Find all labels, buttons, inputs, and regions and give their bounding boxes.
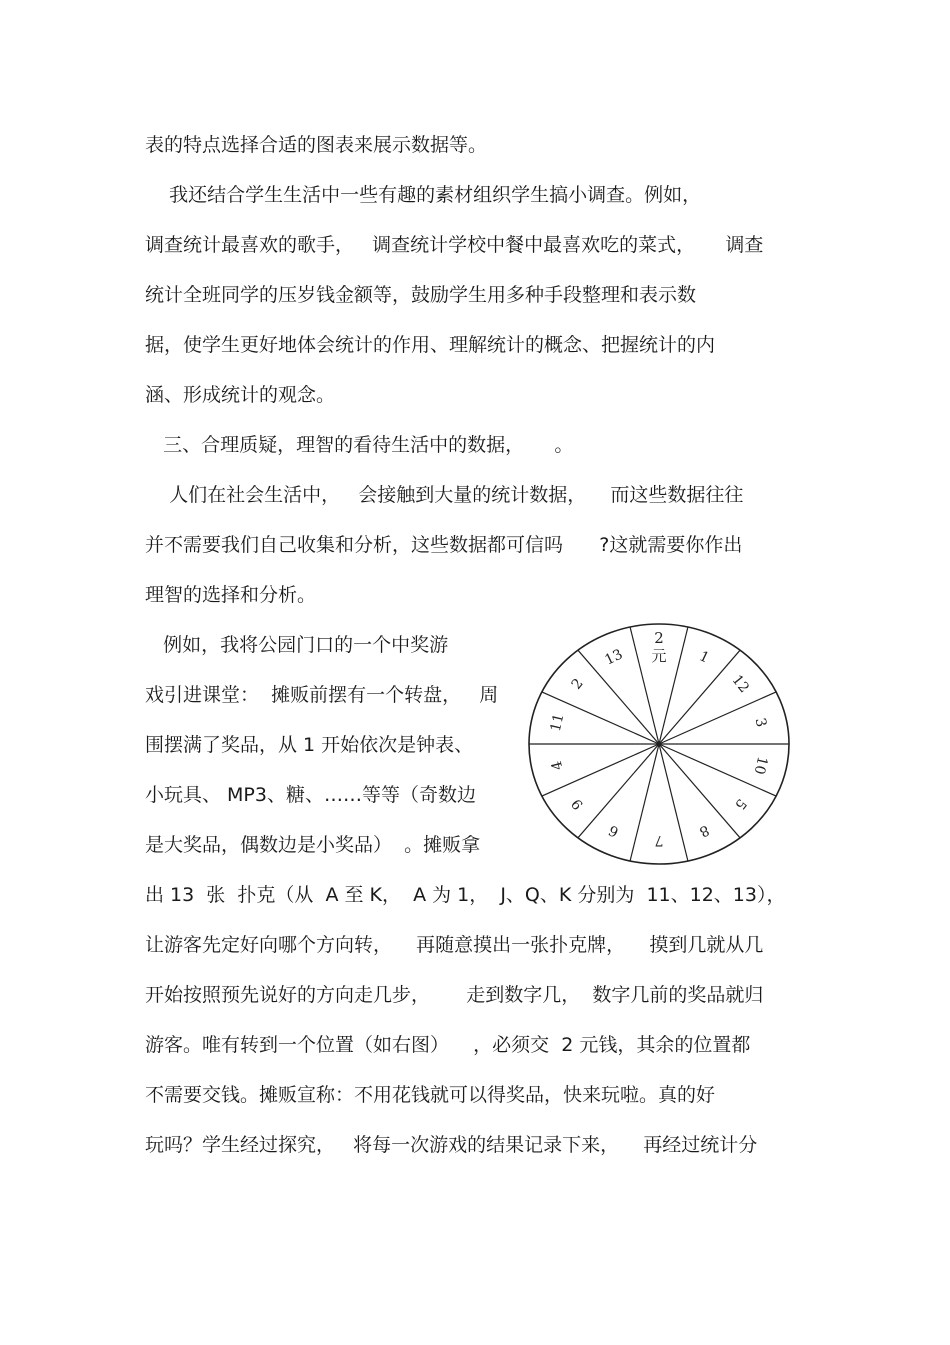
- text-line: 表的特点选择合适的图表来展示数据等。: [145, 134, 488, 156]
- text-line: 涵、形成统计的观念。: [145, 384, 336, 406]
- text-line: 据，使学生更好地体会统计的作用、理解统计的概念、把握统计的内: [145, 334, 716, 356]
- wheel-sector-label: 9: [568, 795, 587, 813]
- wheel-sector-label: 12: [728, 672, 753, 697]
- text-line: 例如，我将公园门口的一个中奖游: [145, 634, 449, 656]
- wheel-sector-label: 7: [654, 832, 664, 848]
- text-line: 让游客先定好向哪个方向转， 再随意摸出一张扑克牌， 摸到几就从几: [145, 934, 764, 956]
- text-line: 小玩具、 MP3、糖、……等等（奇数边: [145, 784, 476, 806]
- wheel-sector-label: 2: [568, 675, 587, 693]
- wheel-sector-label: 8: [696, 821, 712, 840]
- text-line: 我还结合学生生活中一些有趣的素材组织学生搞小调查。例如，: [145, 184, 702, 206]
- text-line: 是大奖品，偶数边是小奖品） 。摊贩拿: [145, 834, 481, 856]
- text-line: 理智的选择和分析。: [145, 584, 317, 606]
- prize-wheel-diagram: [527, 622, 791, 866]
- wheel-sector-label: 2 元: [651, 629, 667, 665]
- wheel-sector-label: 6: [606, 821, 622, 840]
- text-line: 不需要交钱。摊贩宣称：不用花钱就可以得奖品，快来玩啦。真的好: [145, 1084, 716, 1106]
- text-line: 并不需要我们自己收集和分析，这些数据都可信吗 ?这就需要你作出: [145, 534, 743, 556]
- text-line: 统计全班同学的压岁钱金额等，鼓励学生用多种手段整理和表示数: [145, 284, 697, 306]
- wheel-sector-label: 11: [547, 712, 568, 734]
- text-line: 人们在社会生活中， 会接触到大量的统计数据， 而这些数据往往: [145, 484, 744, 506]
- text-line: 三、合理质疑，理智的看待生活中的数据， 。: [145, 434, 574, 456]
- text-line: 玩吗？学生经过探究， 将每一次游戏的结果记录下来， 再经过统计分: [145, 1134, 758, 1156]
- wheel-sector-label: 4: [548, 759, 567, 772]
- text-line: 戏引进课堂： 摊贩前摆有一个转盘， 周: [145, 684, 499, 706]
- wheel-sector-label: 3: [751, 716, 770, 729]
- text-line: 围摆满了奖品，从 1 开始依次是钟表、: [145, 734, 474, 756]
- wheel-sector-label: 10: [750, 754, 771, 776]
- wheel-sector-label: 1: [696, 648, 712, 667]
- text-line: 调查统计最喜欢的歌手， 调查统计学校中餐中最喜欢吃的菜式， 调查: [145, 234, 764, 256]
- wheel-sector-label: 13: [602, 646, 626, 669]
- wheel-sector-label: 5: [731, 795, 750, 813]
- text-line: 开始按照预先说好的方向走几步， 走到数字几， 数字几前的奖品就归: [145, 984, 764, 1006]
- text-line: 出 13 张 扑克（从 A 至 K， A 为 1， J、Q、K 分别为 11、12、13），: [145, 884, 786, 906]
- text-line: 游客。唯有转到一个位置（如右图） ，必须交 2 元钱，其余的位置都: [145, 1034, 751, 1056]
